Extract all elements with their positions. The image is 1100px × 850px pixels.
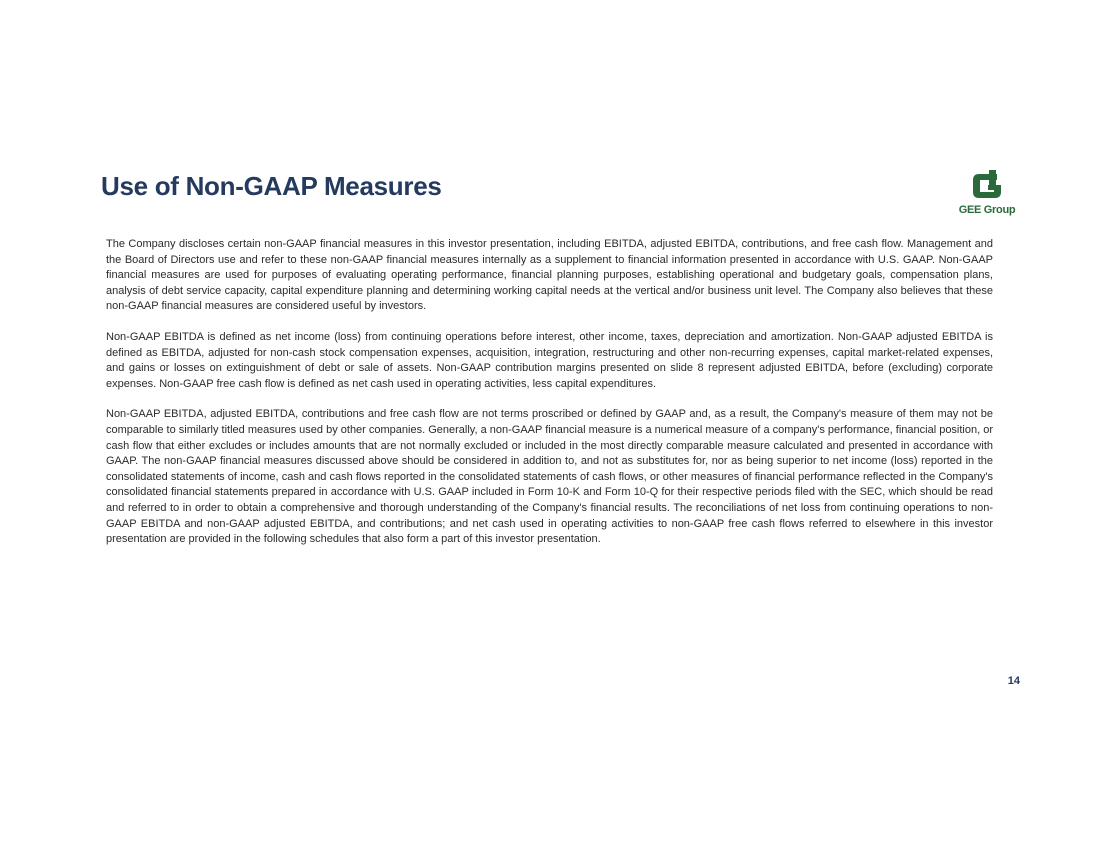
paragraph-ebitda-definitions: Non-GAAP EBITDA is defined as net income (loss) from continuing operations before interest, other income, taxes, depreciation and amortization. Non-GAAP adjusted EBITDA is defined as EBITDA, adjusted for non-cash stock compensation expenses, acquisition, integration, restructuring and other non-recurring expenses, capital market-related expenses, and gains or losses on extinguishment of debt or sale of assets. Non-GAAP contribution margins presented on slide 8 represent adjusted EBITDA, before (excluding) corporate expenses. Non-GAAP free cash flow is defined as net cash used in operating activities, less capital expenditures. bbox=[106, 330, 993, 390]
company-logo bbox=[954, 170, 1020, 220]
gee-group-g-icon bbox=[969, 170, 1005, 202]
logo-wordmark: GEE Group bbox=[958, 204, 1016, 216]
body-text bbox=[106, 237, 993, 563]
page-number: 14 bbox=[1007, 675, 1020, 687]
paragraph-non-gaap-overview: The Company discloses certain non-GAAP financial measures in this investor presentation, including EBITDA, adjusted EBITDA, contributions, and free cash flow. Management and the Board of Directors use and refer to these non-GAAP financial measures internally as a supplement to financial information presented in accordance with U.S. GAAP. Non-GAAP financial measures are used for purposes of evaluating operating performance, financial planning purposes, establishing operational and budgetary goals, compensation plans, analysis of debt service capacity, capital expenditure planning and determining working capital needs at the vertical and/or business unit level. The Company also believes that these non-GAAP financial measures are considered useful by investors. bbox=[106, 238, 993, 313]
paragraph-gaap-disclaimer: Non-GAAP EBITDA, adjusted EBITDA, contributions and free cash flow are not terms proscribed or defined by GAAP and, as a result, the Company's measure of them may not be comparable to similarly titled measures used by other companies. Generally, a non-GAAP financial measure is a numerical measure of a company's performance, financial position, or cash flow that either excludes or includes amounts that are not normally excluded or included in the most directly comparable measure calculated and presented in accordance with GAAP. The non-GAAP financial measures discussed above should be considered in addition to, and not as substitutes for, nor as being superior to net income (loss) reported in the consolidated statements of income, cash and cash flows reported in the consolidated statements of cash flows, or other measures of financial performance reflected in the Company's consolidated financial statements prepared in accordance with U.S. GAAP included in Form 10-K and Form 10-Q for their respective periods filed with the SEC, which should be read and referred to in order to obtain a comprehensive and thorough understanding of the Company's financial results. The reconciliations of net loss from continuing operations to non-GAAP EBITDA and non-GAAP adjusted EBITDA, and contributions; and net cash used in operating activities to non-GAAP free cash flows referred to elsewhere in this investor presentation are provided in the following schedules that also form a part of this investor presentation. bbox=[106, 408, 994, 546]
page-title: Use of Non-GAAP Measures bbox=[101, 171, 442, 201]
